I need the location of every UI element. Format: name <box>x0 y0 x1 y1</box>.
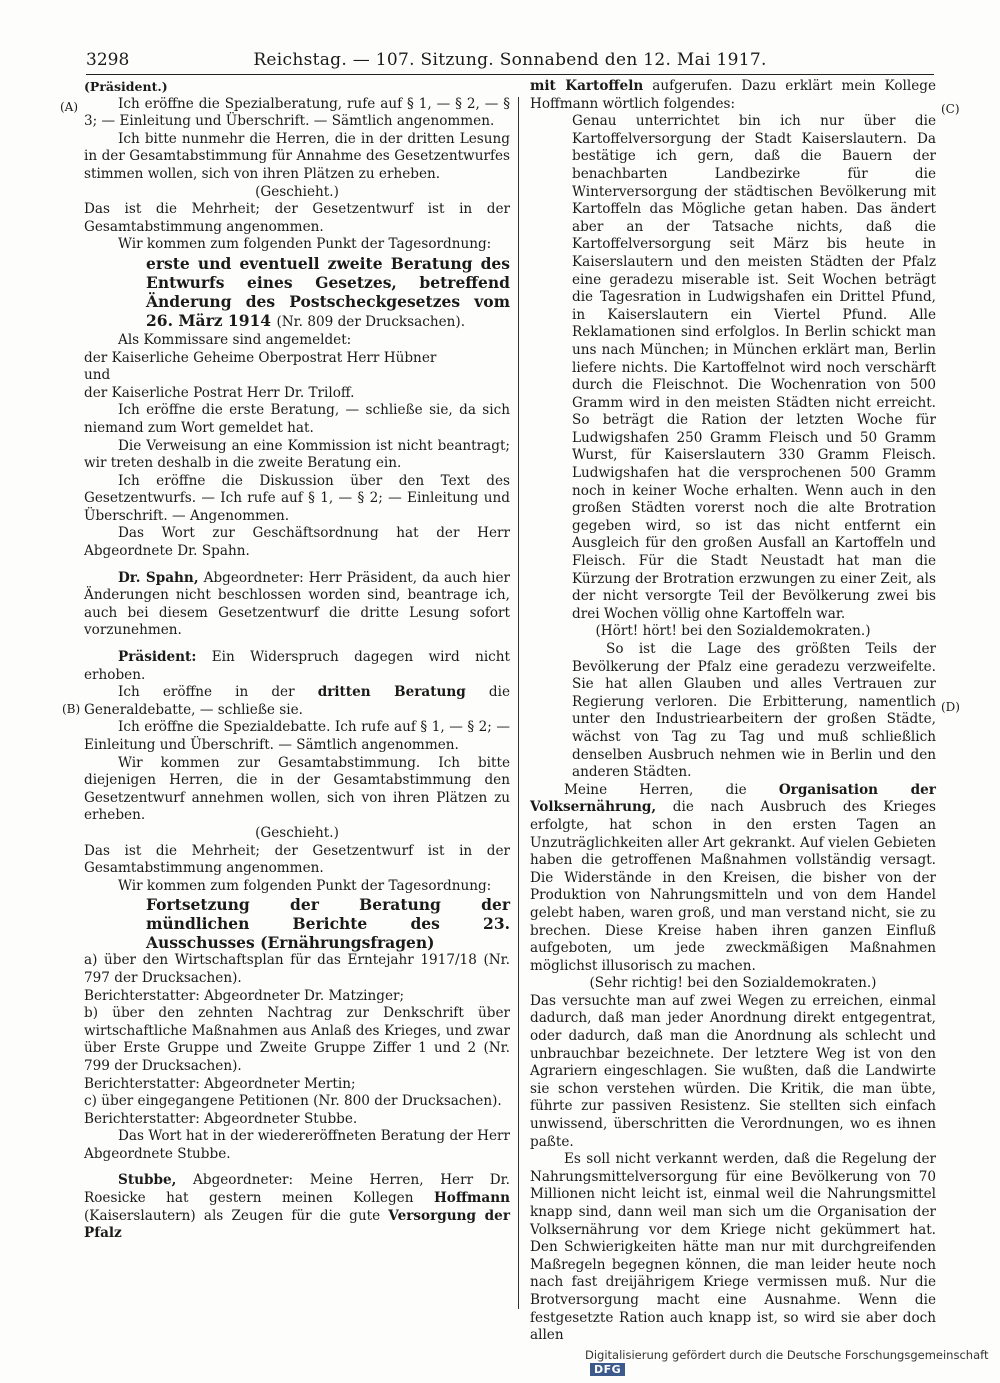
quoted-letter: Genau unterrichtet bin ich nur über die Kartoffelversorgung der Stadt Kaiserslautern. Da bestätige ich gern, daß die Bauern der benachbarten Landbezirke für die Winterversorgung der städtischen Bevölkerung mit Kartoffeln das Mögliche getan haben. Das ändert aber an der Tatsache nichts, daß die Kartoffelversorgung seit März bis heute in Kaiserslautern und den meisten Städten der Pfalz eine geradezu miserable ist. Seit Wochen beträgt die Tagesration in Ludwigshafen ein Drittel Pfund, in Kaiserslautern ein Viertel Pfund. Alle Reklamationen sind erfolglos. In Berlin schickt man uns nach München; in München erklärt man, Berlin liefere nichts. Die Kartoffelnot wird noch verschärft durch die Fleischnot. Die Wochenration von 500 Gramm wird in den meisten Städten nicht erreicht. So beträgt die Ration der letzten Woche für Ludwigshafen 250 Gramm Fleisch und 50 Gramm Wurst, für Kaiserslautern 330 Gramm Fleisch. Ludwigshafen hat die versprochenen 500 Gramm noch in keiner Woche erhalten. Wenn auch in den großen Städten vorerst noch die alte Brotration gegeben wird, so ist das nicht entfernt ein Ausgleich für den großen Ausfall an Kartoffeln und Fleisch. Für die Stadt Neustadt hat man die Kürzung der Brotration erzwungen zu einer Zeit, als der nicht versorgte Teil der Bevölkerung zwei bis drei Wochen völlig ohne Kartoffeln war. <box>572 113 936 622</box>
rapporteur: Berichterstatter: Abgeordneter Mertin; <box>84 1075 356 1092</box>
margin-mark-b: (B) <box>62 702 81 716</box>
footer-text: Digitalisierung gefördert durch die Deutsche Forschungsgemeinschaft <box>585 1348 989 1362</box>
paragraph: Es soll nicht verkannt werden, daß die Regelung der Nahrungsmittelversorgung für eine Bevölkerung von 70 Millionen nicht leicht ist, einmal weil die Nahrungsmittel knapp sind, dann weil man sich um die Organisation der Volksernährung vor dem Kriege nicht gekümmert hat. Den Schwierigkeiten hätte man nur mit durchgreifenden Maßregeln begegnen können, die man leider heute noch nach fast dreijährigem Kriege vermissen muß. Nur die Brotversorgung macht eine Ausnahme. Wenn die festgesetzte Ration auch knapp ist, so wird sie aber doch allen <box>530 1151 936 1344</box>
paragraph: Wir kommen zum folgenden Punkt der Tagesordnung: <box>118 877 492 894</box>
margin-mark-c: (C) <box>941 102 960 116</box>
column-divider <box>518 97 519 1309</box>
speech-president <box>84 649 510 684</box>
speaker-name: Stubbe, <box>118 1172 177 1189</box>
interjection: (Hört! hört! bei den Sozialdemokraten.) <box>595 623 871 640</box>
text-run: die nach Ausbruch des Krieges erfolgte, hat schon in den ersten Tagen an Unzuträglichkeiten aller Art gekrankt. Auf vielen Gebieten haben die getroffenen Maßnahmen vollständig versagt. Die Widerstände in den Kreisen, die bisher von der Produktion von Nahrungsmitteln und von dem Handel gelebt haben, waren groß, und man verstand nicht, sie zu brechen. Diese Kreise haben ihren ganzen Einfluß aufgeboten, um jede zweckmäßigen Maßnahmen möglichst illusorisch zu machen. <box>530 799 936 974</box>
agenda-heading: Fortsetzung der Beratung der mündlichen Berichte des 23. Ausschusses (Ernährungsfragen) <box>146 895 510 953</box>
agenda-title: erste und eventuell zweite Beratung des Entwurfs eines Gesetzes, betreffend Änderung des Postscheckgesetzes vom 26. März 1914 <box>146 253 510 330</box>
paragraph: Wir kommen zur Gesamtabstimmung. Ich bitte diejenigen Herren, die in der Gesamtabstimmung den Gesetzentwurf annehmen wollen, sich von ihren Plätzen zu erheben. <box>84 754 510 824</box>
speech-text: (Kaiserslautern) als Zeugen für die gute <box>84 1207 381 1224</box>
dfg-logo: DFG <box>590 1363 625 1376</box>
paragraph: Das Wort hat in der wiedereröffneten Beratung der Herr Abgeordnete Stubbe. <box>84 1128 510 1162</box>
emphasis: Hoffmann <box>433 1190 510 1207</box>
paragraph: Ich eröffne die Spezialdebatte. Ich rufe auf § 1, — § 2; — Einleitung und Überschrift. — Sämtlich angenommen. <box>84 719 510 753</box>
agenda-item: a) über den Wirtschaftsplan für das Erntejahr 1917/18 (Nr. 797 der Drucksachen). <box>84 952 510 986</box>
stage-note: (Geschieht.) <box>255 183 339 200</box>
paragraph: Das ist die Mehrheit; der Gesetzentwurf ist in der Gesamtabstimmung angenommen. <box>84 842 510 877</box>
agenda-heading <box>84 254 510 332</box>
page-number: 3298 <box>86 50 130 70</box>
paragraph: Das Wort zur Geschäftsordnung hat der Herr Abgeordnete Dr. Spahn. <box>84 525 510 560</box>
speech-text: Abgeordneter: Herr Präsident, da auch hier Änderungen nicht beschlossen worden sind, beantrage ich, auch bei diesem Gesetzentwurf die dritte Lesung sofort vorzunehmen. <box>84 569 510 639</box>
text-run: Ich eröffne in der <box>118 684 295 701</box>
interjection: (Sehr richtig! bei den Sozialdemokraten.) <box>589 975 877 992</box>
commissioner: der Kaiserliche Geheime Oberpostrat Herr Hübner <box>84 349 437 366</box>
speaker-tag: (Präsident.) <box>84 79 168 94</box>
rapporteur: Berichterstatter: Abgeordneter Dr. Matzinger; <box>84 987 405 1004</box>
right-column <box>530 78 936 1345</box>
paragraph: Als Kommissare sind angemeldet: <box>118 331 352 348</box>
commissioner: der Kaiserliche Postrat Herr Dr. Triloff. <box>84 384 355 401</box>
stage-note: (Geschieht.) <box>255 824 339 841</box>
speech-stubbe <box>84 1172 510 1242</box>
paragraph: Die Verweisung an eine Kommission ist nicht beantragt; wir treten deshalb in die zweite Beratung ein. <box>84 437 510 472</box>
emphasis: Versorgung der Pfalz <box>84 1207 510 1242</box>
emphasis: mit Kartoffeln <box>530 78 644 94</box>
emphasis: dritten Beratung <box>317 684 466 701</box>
speech-spahn <box>84 570 510 640</box>
speaker-name: Dr. Spahn, <box>118 569 199 586</box>
rapporteur: Berichterstatter: Abgeordneter Stubbe. <box>84 1110 358 1127</box>
paragraph: Ich eröffne die Spezialberatung, rufe auf § 1, — § 2, — § 3; — Einleitung und Überschrift. — Sämtlich angenommen. <box>84 95 510 130</box>
text-run: die Generaldebatte, — schließe sie. <box>84 684 510 718</box>
paragraph: Das ist die Mehrheit; der Gesetzentwurf ist in der Gesamtabstimmung angenommen. <box>84 201 510 235</box>
paragraph: Ich bitte nunmehr die Herren, die in der dritten Lesung in der Gesamtabstimmung für Annahme des Gesetzentwurfes stimmen wollen, sich von ihren Plätzen zu erheben. <box>84 130 510 182</box>
quoted-letter: So ist die Lage des größten Teils der Bevölkerung der Pfalz eine geradezu verzweifelte. Sie hat allen Glauben und alles Vertrauen zur Regierung verloren. Die Erbitterung, namentlich unter den Industriearbeitern der großen Städte, wächst von Tag zu Tag und muß schließlich denselben Ausbruch nehmen wie in Berlin und den anderen Städten. <box>572 641 936 781</box>
agenda-item: b) über den zehnten Nachtrag zur Denkschrift über wirtschaftliche Maßnahmen aus Anlaß des Krieges, und zwar über Erste Gruppe und Zweite Gruppe Ziffer 1 und 2 (Nr. 799 der Drucksachen). <box>84 1005 510 1074</box>
paragraph: Ich eröffne die erste Beratung, — schließe sie, da sich niemand zum Wort gemeldet hat. <box>84 402 510 436</box>
speaker-name: Präsident: <box>118 649 197 666</box>
paragraph: Ich eröffne die Diskussion über den Text des Gesetzentwurfs. — Ich rufe auf § 1, — § 2; — Einleitung und Überschrift. — Angenommen. <box>84 472 510 524</box>
page-header <box>86 50 934 75</box>
paragraph <box>530 782 936 976</box>
paragraph: Das versuchte man auf zwei Wegen zu erreichen, einmal dadurch, daß man jeder Anordnung direkt entgegentrat, oder dadurch, daß man die Anordnung als schlecht und unbrauchbar bezeichnete. Der letztere Weg ist von den Agrariern eingeschlagen. Sie wußten, daß die Landwirte sie schon verstehen würden. Die Kritik, die man übte, führte zur passiven Resistenz. Sie stellten sich einfach unwissend, überschritten die Verordnungen, wo es ihnen paßte. <box>530 992 936 1150</box>
text-run: Meine Herren, die <box>564 781 747 798</box>
agenda-reference: (Nr. 809 der Drucksachen). <box>276 313 466 330</box>
margin-mark-d: (D) <box>941 700 960 714</box>
agenda-item: c) über eingegangene Petitionen (Nr. 800 der Drucksachen). <box>84 1093 502 1110</box>
running-title: Reichstag. — 107. Sitzung. Sonnabend den 12. Mai 1917. <box>253 50 767 70</box>
speech-text: Ein Widerspruch dagegen wird nicht erhoben. <box>84 649 510 683</box>
paragraph: Wir kommen zum folgenden Punkt der Tagesordnung: <box>118 236 492 253</box>
footer <box>585 1348 1000 1376</box>
conjunction: und <box>84 367 111 384</box>
speech-text: Abgeordneter: Meine Herren, Herr Dr. Roesicke hat gestern meinen Kollegen <box>84 1172 510 1207</box>
paragraph <box>84 684 510 719</box>
text-run: aufgerufen. Dazu erklärt mein Kollege Hoffmann wörtlich folgendes: <box>530 78 937 112</box>
emphasis: Organisation der Volksernährung, <box>530 781 936 816</box>
margin-mark-a: (A) <box>60 100 79 114</box>
paragraph <box>530 78 936 113</box>
left-column <box>84 78 510 1243</box>
